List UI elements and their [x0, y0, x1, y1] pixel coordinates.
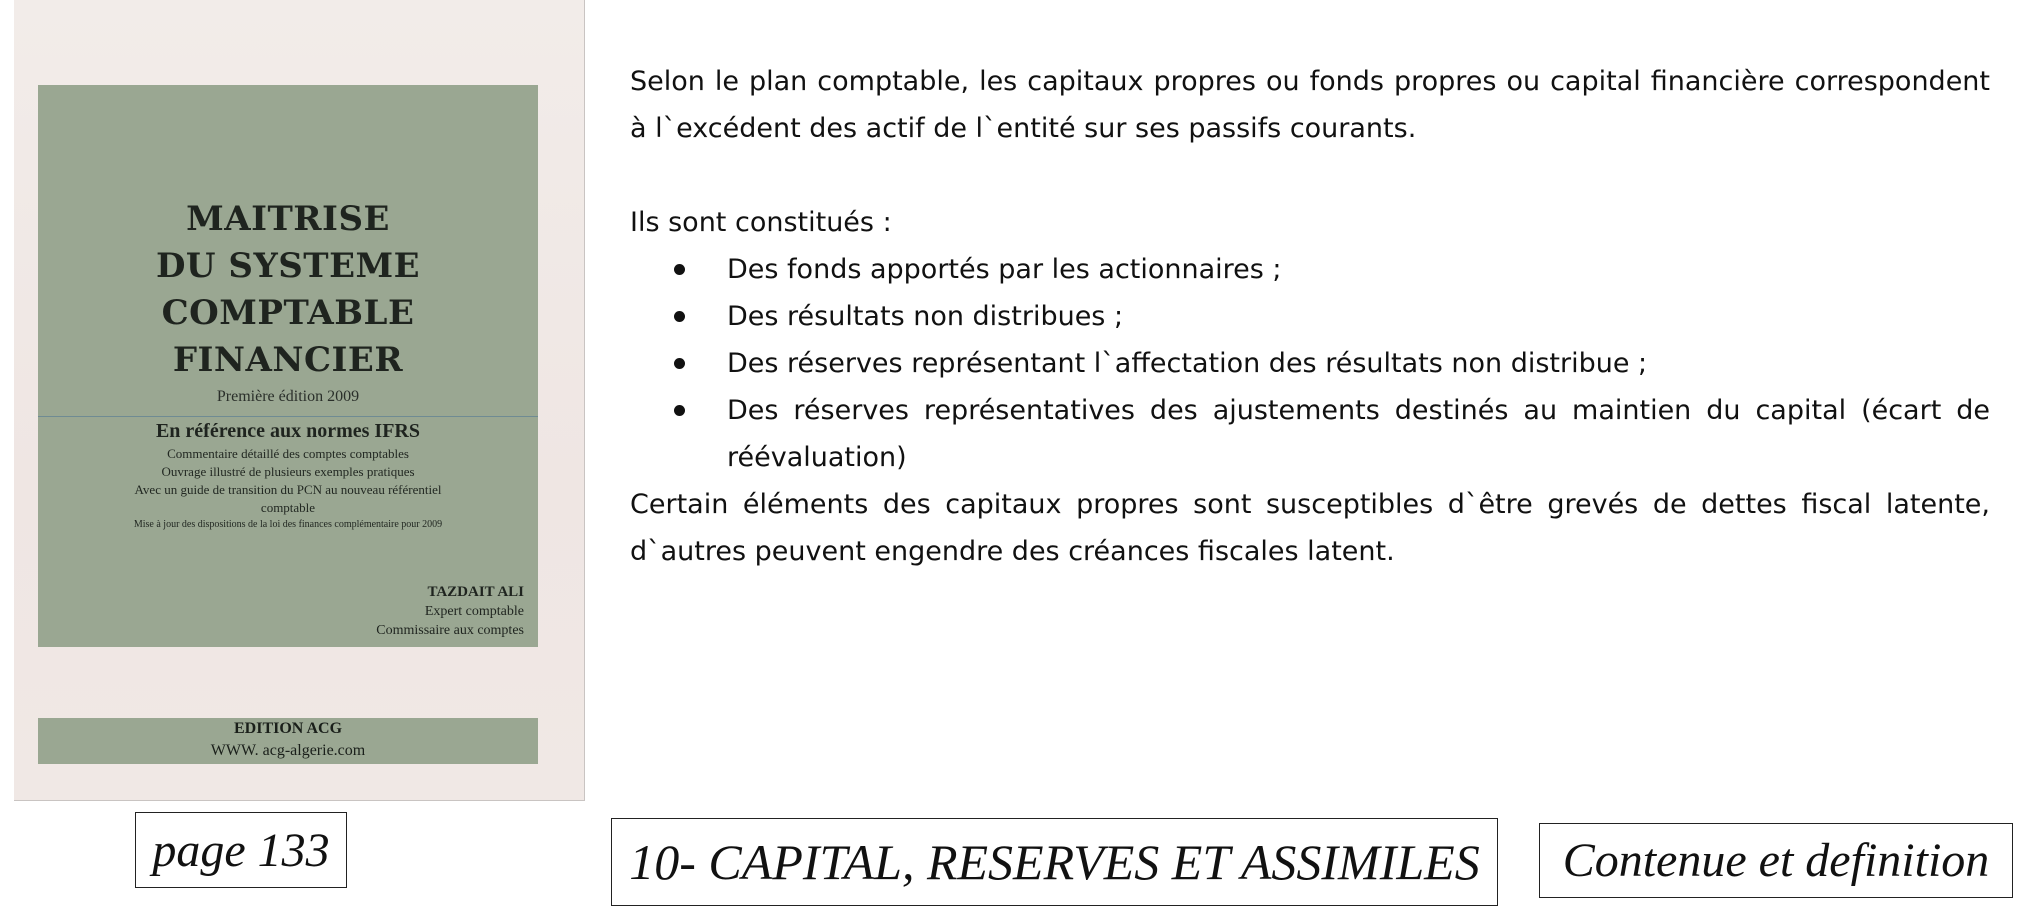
list-item: [630, 246, 1990, 293]
cover-title: [38, 196, 538, 384]
cover-title-line: DU SYSTEME: [155, 246, 421, 286]
cover-divider: [38, 416, 538, 417]
cover-line: Commentaire détaillé des comptes comptables: [167, 446, 409, 461]
list-item: [630, 387, 1990, 481]
list-intro: Ils sont constitués :: [630, 207, 892, 238]
cover-edition: Première édition 2009: [216, 388, 360, 405]
publisher-website: WWW. acg-algerie.com: [210, 742, 366, 759]
cover-author: [38, 583, 524, 640]
cover-reference-heading: En référence aux normes IFRS: [155, 420, 421, 442]
publisher-name: EDITION ACG: [233, 720, 343, 737]
author-name: TAZDAIT ALI: [427, 584, 524, 600]
author-title: Commissaire aux comptes: [376, 623, 524, 638]
list-item: [630, 340, 1990, 387]
definition-paragraph: Selon le plan comptable, les capitaux propres ou fonds propres ou capital financière correspondent à l`excédent des actif de l`entité sur ses passifs courants.: [630, 66, 1990, 144]
page-number-box: page 133: [135, 812, 347, 888]
paragraph-gap: [630, 152, 1990, 199]
cover-line: comptable: [260, 500, 316, 515]
list-item-text: Des réserves représentant l`affectation des résultats non distribue ;: [727, 348, 1648, 379]
constituents-list: [630, 246, 1990, 481]
author-title: Expert comptable: [424, 604, 524, 619]
cover-line: Ouvrage illustré de plusieurs exemples pratiques: [161, 464, 415, 479]
list-item-text: Des fonds apportés par les actionnaires ;: [727, 254, 1282, 285]
document-body: [630, 58, 1990, 575]
cover-title-line: COMPTABLE: [161, 293, 415, 333]
cover-publisher: [38, 718, 538, 762]
section-title-box: Contenue et definition: [1539, 823, 2013, 898]
list-item: [630, 293, 1990, 340]
cover-line: Mise à jour des dispositions de la loi des finances complémentaire pour 2009: [133, 519, 443, 530]
bullet-icon: [674, 405, 685, 416]
cover-description: [38, 445, 538, 533]
list-item-text: Des résultats non distribues ;: [727, 301, 1124, 332]
deferred-tax-paragraph: Certain éléments des capitaux propres sont susceptibles d`être grevés de dettes fiscal latente, d`autres peuvent engendre des créances fiscales latent.: [630, 489, 1990, 567]
bullet-icon: [674, 264, 685, 275]
bullet-icon: [674, 311, 685, 322]
book-cover: [14, 0, 585, 801]
chapter-title-box: 10- CAPITAL, RESERVES ET ASSIMILES: [611, 818, 1498, 906]
bullet-icon: [674, 358, 685, 369]
cover-title-line: MAITRISE: [186, 199, 390, 239]
cover-line: Avec un guide de transition du PCN au nouveau référentiel: [134, 482, 442, 497]
list-item-text: Des réserves représentatives des ajustements destinés au maintien du capital (écart de réévaluation): [727, 395, 1990, 473]
cover-title-line: FINANCIER: [172, 340, 404, 380]
